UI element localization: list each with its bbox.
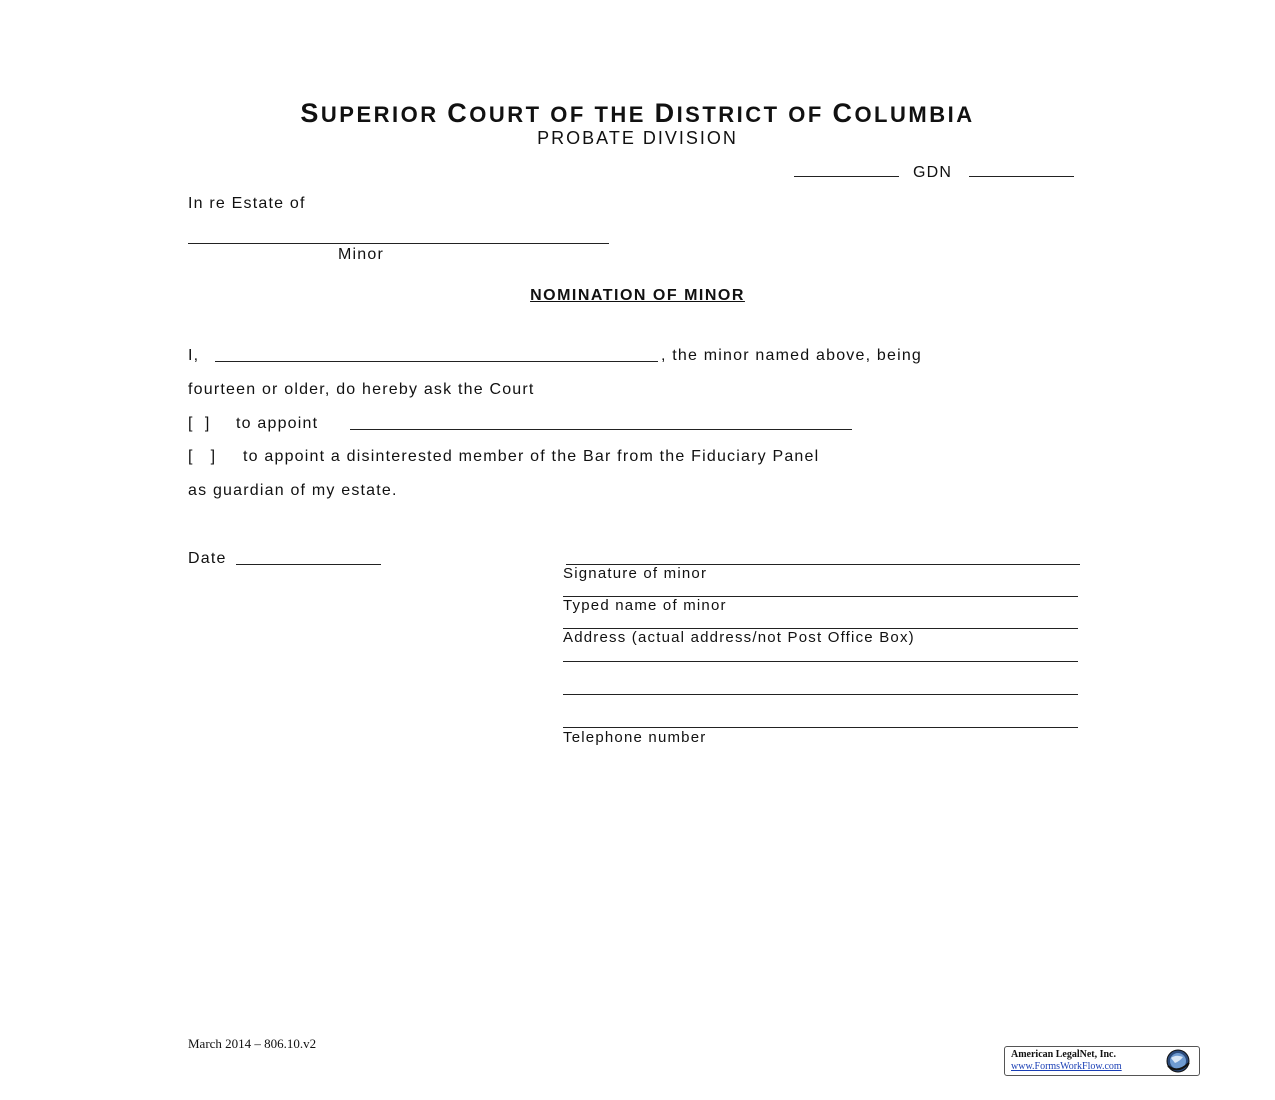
date-label: Date	[188, 550, 227, 567]
signature-label: Signature of minor	[563, 565, 708, 582]
logo-company: American LegalNet, Inc.	[1011, 1049, 1116, 1060]
division-title: PROBATE DIVISION	[537, 128, 738, 148]
address-line-2-blank[interactable]	[563, 661, 1078, 662]
minor-label: Minor	[338, 246, 385, 263]
line2-text: fourteen or older, do hereby ask the Court	[188, 381, 535, 398]
option1-text: to appoint	[236, 415, 319, 432]
globe-icon	[1163, 1048, 1193, 1074]
telephone-label: Telephone number	[563, 729, 707, 746]
closing-text: as guardian of my estate.	[188, 482, 398, 499]
line1-suffix: , the minor named above, being	[661, 347, 923, 364]
appointee-name-blank[interactable]	[350, 429, 852, 430]
legalnet-logo[interactable]	[1004, 1046, 1200, 1076]
option2-text: to appoint a disinterested member of the Bar from the Fiduciary Panel	[243, 448, 820, 465]
minor-self-name-blank[interactable]	[215, 361, 658, 362]
i-prefix: I,	[188, 347, 200, 364]
gdn-label: GDN	[913, 164, 953, 181]
in-re-label: In re Estate of	[188, 195, 306, 212]
address-label: Address (actual address/not Post Office Box)	[563, 629, 915, 646]
option1-checkbox[interactable]: [ ]	[188, 415, 211, 432]
gdn-number-blank[interactable]	[969, 176, 1074, 177]
date-blank[interactable]	[236, 564, 381, 565]
address-line-3-blank[interactable]	[563, 694, 1078, 695]
telephone-blank[interactable]	[563, 727, 1078, 728]
form-id: March 2014 – 806.10.v2	[188, 1036, 317, 1051]
court-title: SUPERIOR COURT OF THE DISTRICT OF COLUMBIA	[300, 98, 975, 128]
minor-name-blank[interactable]	[188, 243, 609, 244]
typed-name-label: Typed name of minor	[563, 597, 727, 614]
logo-url[interactable]: www.FormsWorkFlow.com	[1011, 1061, 1122, 1072]
form-title: NOMINATION OF MINOR	[530, 287, 745, 304]
gdn-prefix-blank[interactable]	[794, 176, 899, 177]
option2-checkbox[interactable]: [ ]	[188, 448, 217, 465]
